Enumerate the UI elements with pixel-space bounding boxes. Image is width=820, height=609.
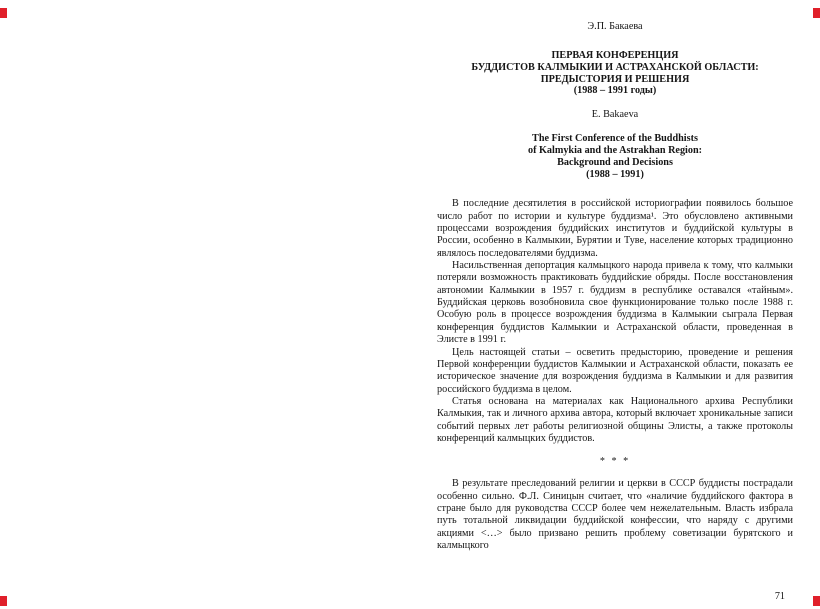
title-en-line-3: Background and Decisions [557,156,673,168]
article-title-english [437,133,793,180]
section-separator: * * * [599,456,631,468]
body-paragraph-2: Насильственная депортация калмыцкого народа привела к тому, что калмыки потеряли возможность практиковать буддийские обряды. После восстановления автономии Калмыкии в 1957 г. буддизм в республике оставался «тайным». Буддийская церковь возобновила свое функционирование только после 1988 г. Особую роль в процессе возрождения буддизма в Калмыкии сыграла Первая конференция буддистов Калмыкии и Астраханской области, проведенная в Элисте в 1991 г. [437,260,793,346]
crop-mark-bottom-right [813,596,820,606]
title-ru-line-2: БУДДИСТОВ КАЛМЫКИИ И АСТРАХАНСКОЙ ОБЛАСТИ: [471,61,759,73]
crop-mark-bottom-left [0,596,7,606]
article-title-russian [437,50,793,97]
title-ru-line-3: ПРЕДЫСТОРИЯ И РЕШЕНИЯ [540,73,690,85]
crop-mark-top-left [0,8,7,18]
title-en-line-2: of Kalmykia and the Astrakhan Region: [527,144,703,156]
title-en-line-1: The First Conference of the Buddhists [532,133,698,145]
title-ru-line-1: ПЕРВАЯ КОНФЕРЕНЦИЯ [551,50,679,61]
author-name-russian: Э.П. Бакаева [587,21,643,32]
body-paragraph-5: В результате преследований религии и церкви в СССР буддисты пострадали особенно сильно. Ф.Л. Синицын считает, что «наличие буддийского фактора в стране было для руководства СССР более чем нежелательным. Власть избрала путь тотальной ликвидации буддийской конфессии, что наряду с другими акциями <…> было призвано решить проблему советизации бурятского и калмыцкого [437,478,793,551]
title-ru-line-4: (1988 – 1991 годы) [573,85,657,97]
body-paragraph-3: Цель настоящей статьи – осветить предысторию, проведение и решения Первой конференции буддистов Калмыкии и Астраханской области, показать ее историческое значение для возрождения буддизма в Калмыкии и для развития российского буддизма в целом. [437,346,793,395]
crop-mark-top-right [813,8,820,18]
page-number: 71 [774,591,785,602]
body-paragraph-1: В последние десятилетия в российской историографии появилось большое число работ по истории и культуре буддизма¹. Это обусловлено активными процессами возрождения буддийских институтов и буддийской культуры в России, особенно в Калмыкии, Бурятии и Туве, население которых традиционно являлось последователями буддизма. [437,198,793,259]
body-paragraph-4: Статья основана на материалах как Национального архива Республики Калмыкия, так и личного архива автора, который включает хроникальные записи событий первых лет работы религиозной общины Элисты, а также протоколы конференций калмыцких буддистов. [437,395,793,444]
title-en-line-4: (1988 – 1991) [586,168,644,180]
article-page [437,21,793,552]
author-name-english: E. Bakaeva [591,109,639,121]
